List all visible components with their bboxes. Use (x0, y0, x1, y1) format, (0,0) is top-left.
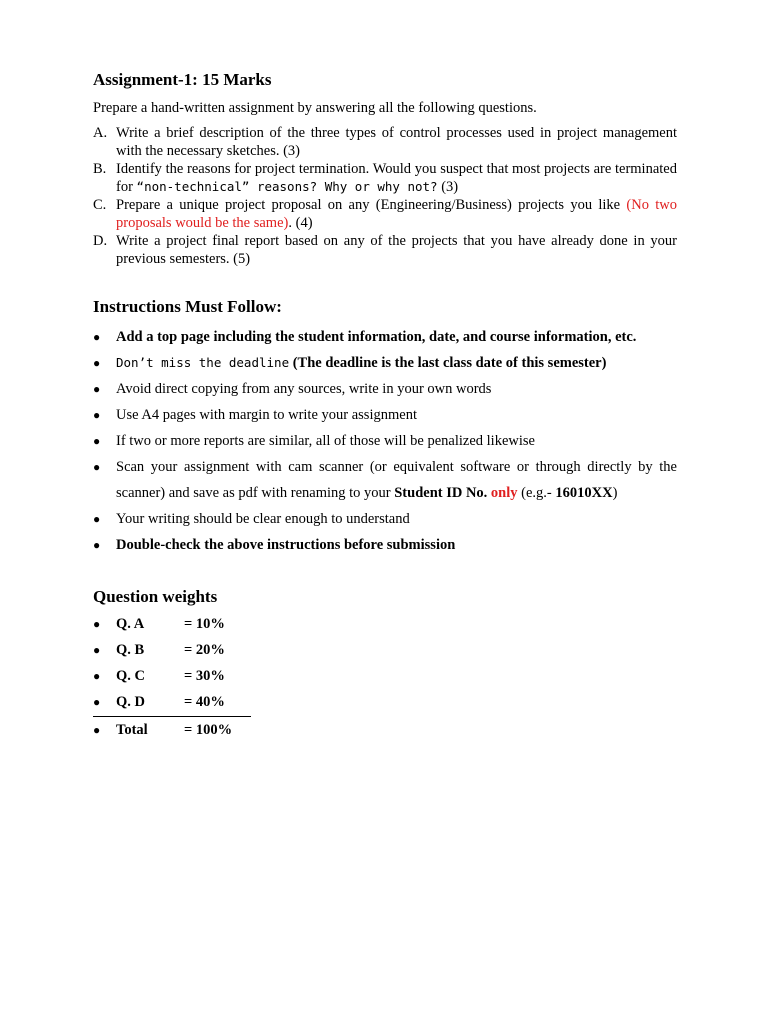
bullet-icon: ● (93, 408, 101, 422)
instruction-item (93, 350, 677, 376)
weight-question: Q. B (116, 642, 145, 658)
question-text: Write a project final report based on any of the projects that you have already done in your previous semesters. (5) (116, 233, 677, 267)
bullet-icon: ● (93, 460, 101, 474)
bullet-icon: ● (93, 538, 101, 552)
instruction-text-red: only (490, 485, 518, 501)
weight-value: = 10% (184, 616, 225, 632)
assignment-title: Assignment-1: 15 Marks (93, 70, 272, 89)
student-id-example: 16010XX (555, 485, 613, 501)
instruction-item (93, 428, 677, 454)
question-letter: C. (93, 197, 107, 213)
instruction-item (93, 454, 677, 506)
weight-row (93, 689, 677, 715)
weight-question: Q. D (116, 694, 145, 710)
instruction-text: ) (612, 485, 618, 501)
instruction-item (93, 506, 677, 532)
bullet-icon: ● (93, 643, 101, 657)
instructions-list (93, 324, 677, 558)
question-marks: (3) (437, 179, 459, 195)
instruction-item (93, 324, 677, 350)
instruction-text: If two or more reports are similar, all of those will be penalized likewise (116, 433, 535, 449)
question-b (93, 160, 677, 196)
intro-text: Prepare a hand-written assignment by answering all the following questions. (93, 100, 537, 116)
question-text-mono: “non-technical” reasons? Why or why not? (136, 179, 438, 194)
bullet-icon: ● (93, 356, 101, 370)
weight-total-row (93, 717, 677, 743)
question-note-red: (No two proposals would be the same) (116, 197, 677, 231)
question-marks: . (4) (288, 215, 313, 231)
question-letter: B. (93, 161, 107, 177)
question-list (93, 124, 677, 268)
question-text: Identify the reasons for project termination. Would you suspect that most projects are terminated for (116, 161, 677, 195)
question-letter: A. (93, 125, 108, 141)
weight-row (93, 611, 677, 637)
weight-value: = 40% (184, 694, 225, 710)
instruction-text: Avoid direct copying from any sources, write in your own words (116, 381, 492, 397)
question-c (93, 196, 677, 232)
weight-row (93, 637, 677, 663)
bullet-icon: ● (93, 330, 101, 344)
instructions-title: Instructions Must Follow: (93, 297, 282, 316)
weights-list (93, 611, 677, 715)
weight-question: Q. A (116, 616, 145, 632)
bullet-icon: ● (93, 382, 101, 396)
question-text: Write a brief description of the three types of control processes used in project management with the necessary sketches. (3) (116, 125, 677, 159)
weight-question: Q. C (116, 668, 145, 684)
bullet-icon: ● (93, 669, 101, 683)
weights-total (93, 717, 677, 743)
instruction-text-bold: Student ID No. (394, 485, 491, 501)
bullet-icon: ● (93, 512, 101, 526)
instruction-text: Use A4 pages with margin to write your assignment (116, 407, 417, 423)
weight-value: = 20% (184, 642, 225, 658)
document-page (93, 68, 677, 743)
instruction-text: (e.g.- (517, 485, 556, 501)
question-letter: D. (93, 233, 108, 249)
bullet-icon: ● (93, 617, 101, 631)
instruction-item (93, 532, 677, 558)
weight-value: = 30% (184, 668, 225, 684)
question-text: Prepare a unique project proposal on any (Engineering/Business) projects you like (116, 197, 627, 213)
question-d (93, 232, 677, 268)
instruction-text: Double-check the above instructions before submission (116, 537, 456, 553)
instruction-item (93, 402, 677, 428)
bullet-icon: ● (93, 695, 101, 709)
weights-title: Question weights (93, 587, 218, 606)
instruction-text: Your writing should be clear enough to understand (116, 511, 410, 527)
instruction-text: Scan your assignment with cam scanner (or equivalent software or through directly by the scanner) and save as pdf with renaming to your (116, 459, 677, 501)
question-a (93, 124, 677, 160)
instruction-text-mono: Don’t miss the deadline (116, 355, 290, 370)
bullet-icon: ● (93, 723, 101, 737)
weight-total-value: = 100% (184, 722, 233, 738)
weight-total-label: Total (116, 722, 148, 738)
instruction-item (93, 376, 677, 402)
instruction-text-bold: (The deadline is the last class date of this semester) (289, 355, 607, 371)
instruction-text: Add a top page including the student information, date, and course information, etc. (116, 329, 637, 345)
bullet-icon: ● (93, 434, 101, 448)
weight-row (93, 663, 677, 689)
